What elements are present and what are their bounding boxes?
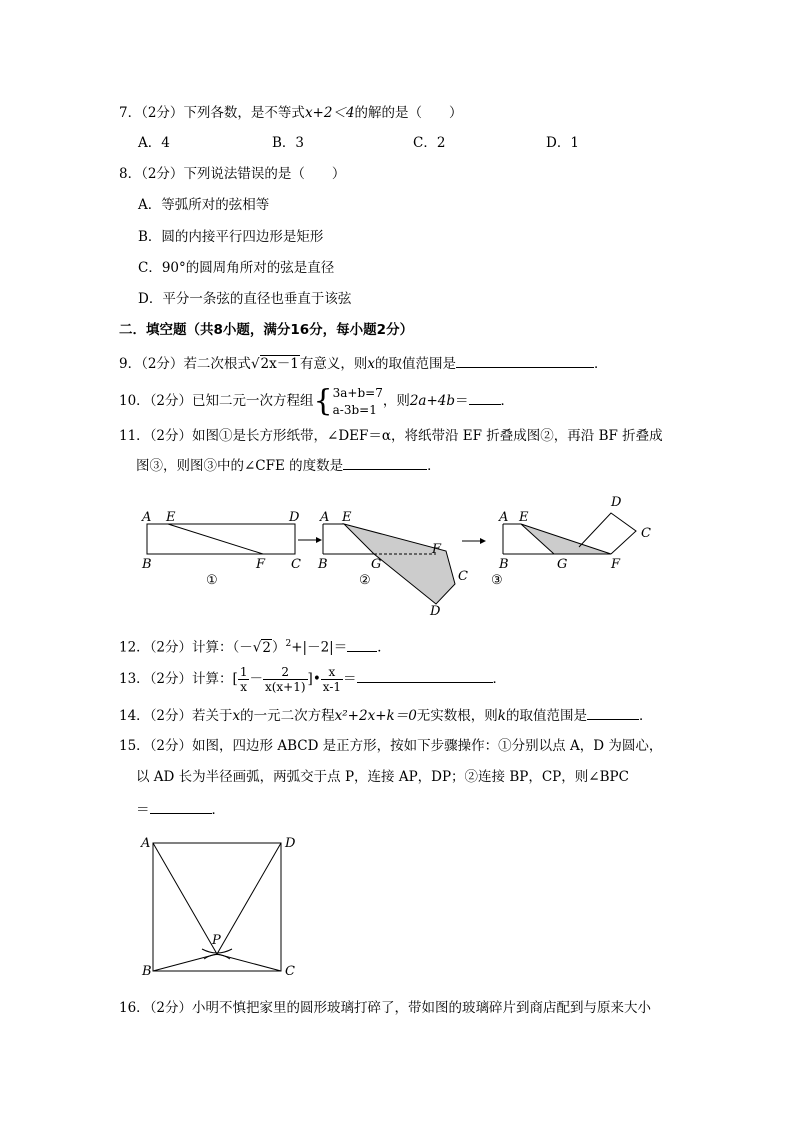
q7-option-a: A．4: [138, 135, 170, 151]
fig1-label-c: C: [291, 557, 301, 572]
question-15-cont-2: ＝ ．: [136, 799, 225, 820]
figure-11: [130, 490, 670, 620]
arc-1: [202, 949, 232, 953]
label-b: B: [142, 964, 152, 979]
section-2-heading: 二．填空题（共8小题，满分16分，每小题2分）: [119, 322, 414, 338]
fig1-crease-ef: [168, 524, 263, 554]
answer-blank: [357, 668, 493, 683]
fig2-caption: ②: [359, 573, 371, 588]
fig1-label-a: A: [142, 510, 152, 525]
fig3-label-e: E: [519, 510, 529, 525]
answer-blank: [469, 390, 501, 405]
fraction-3: $\frac{x}{x-1}$: [322, 665, 342, 694]
fig1-rectangle: [147, 524, 295, 554]
sqrt-symbol: √: [250, 356, 260, 372]
sqrt-symbol: √: [252, 639, 262, 656]
square-abcd: [153, 843, 281, 971]
question-14: 14．（2分）若关于x的一元二次方程x²+2x+k＝0无实数根，则k的取值范围是 ．: [119, 705, 652, 726]
q7-option-d: D．1: [546, 135, 579, 151]
fig3-label-b: B: [499, 557, 509, 572]
fig2-label-b: B: [318, 557, 328, 572]
arrow-2-head: [480, 538, 486, 544]
question-13: 13．（2分）计算：[ $\frac{1}{x}$ － $\frac{2}{x(x+1)}$ ]• $\frac{x}{x-1}$ ＝ ．: [119, 665, 507, 694]
fig3-caption: ③: [491, 573, 503, 588]
figure-15: [138, 832, 308, 982]
q8-option-b: B．圆的内接平行四边形是矩形: [138, 229, 324, 245]
fig2-label-a: A: [320, 510, 330, 525]
fig1-label-f: F: [256, 557, 266, 572]
fig2-label-g: G: [371, 557, 382, 572]
fig2-label-e: E: [342, 510, 352, 525]
question-7: 7．（2分）下列各数，是不等式x+2＜4的解的是（ ）: [119, 105, 463, 121]
fig2-label-d: D: [430, 604, 441, 619]
fig3-label-g: G: [557, 557, 568, 572]
question-15: 15．（2分）如图，四边形 ABCD 是正方形，按如下步骤操作：①分别以点 A，D 为圆心，: [119, 738, 663, 754]
fig1-label-d: D: [289, 510, 300, 525]
answer-blank: [343, 455, 427, 470]
answer-blank: [150, 799, 212, 814]
fig1-label-b: B: [142, 557, 152, 572]
question-16: 16．（2分）小明不慎把家里的圆形玻璃打碎了，带如图的玻璃碎片到商店配到与原来大小: [119, 1000, 652, 1016]
segment-ap: [153, 843, 217, 954]
segment-dp: [217, 843, 281, 954]
q7-option-c: C．2: [413, 135, 446, 151]
question-12: 12．（2分）计算：$(-√2)^2+|-2|=$ ．: [119, 634, 391, 658]
question-11-cont: 图③，则图③中的∠CFE 的度数是 ．: [136, 455, 441, 476]
fraction-2: $\frac{2}{x(x+1)}$: [264, 665, 306, 694]
fig2-label-f: F: [432, 542, 442, 557]
fig1-caption: ①: [206, 573, 218, 588]
label-c: C: [285, 964, 295, 979]
fig3-label-d: D: [611, 495, 622, 510]
q8-option-d: D．平分一条弦的直径也垂直于该弦: [138, 291, 352, 307]
question-8: 8．（2分）下列说法错误的是（ ）: [119, 166, 346, 182]
fig2-label-c: C: [458, 569, 468, 584]
answer-blank: [587, 705, 639, 720]
answer-blank: [347, 637, 377, 652]
label-p: P: [212, 933, 221, 948]
fraction-1: $\frac{1}{x}$: [239, 665, 248, 694]
fig3-label-a: A: [499, 510, 509, 525]
fig2-folded-strip: [344, 524, 455, 604]
q8-option-c: C．90°的圆周角所对的弦是直径: [138, 260, 335, 276]
arc-2: [204, 955, 230, 960]
question-11: 11．（2分）如图①是长方形纸带，∠DEF＝α，将纸带沿 EF 折叠成图②，再沿 BF 折叠成: [119, 428, 663, 444]
question-9: 9．（2分）若二次根式√2x－1有意义，则x的取值范围是 ．: [119, 353, 607, 374]
fig3-label-c: C: [641, 526, 651, 541]
fig3-folded-triangle: [521, 524, 611, 554]
fig3-label-f: F: [611, 557, 621, 572]
label-a: A: [141, 836, 151, 851]
question-15-cont-1: 以 AD 长为半径画弧，两弧交于点 P，连接 AP，DP；②连接 BP，CP，则∠BPC: [136, 769, 629, 785]
q8-option-a: A．等弧所对的弦相等: [138, 197, 270, 213]
answer-blank: [456, 353, 594, 368]
question-10: 10．（2分）已知二元一次方程组{ 3a+b=7 a-3b=1 ，则2a+4b＝ ．: [119, 383, 515, 419]
label-d: D: [285, 836, 296, 851]
fig1-label-e: E: [166, 510, 176, 525]
left-brace: {: [313, 383, 333, 419]
q7-option-b: B．3: [272, 135, 305, 151]
equation-system: 3a+b=7 a-3b=1: [332, 385, 383, 417]
arrow-1-head: [316, 537, 322, 543]
